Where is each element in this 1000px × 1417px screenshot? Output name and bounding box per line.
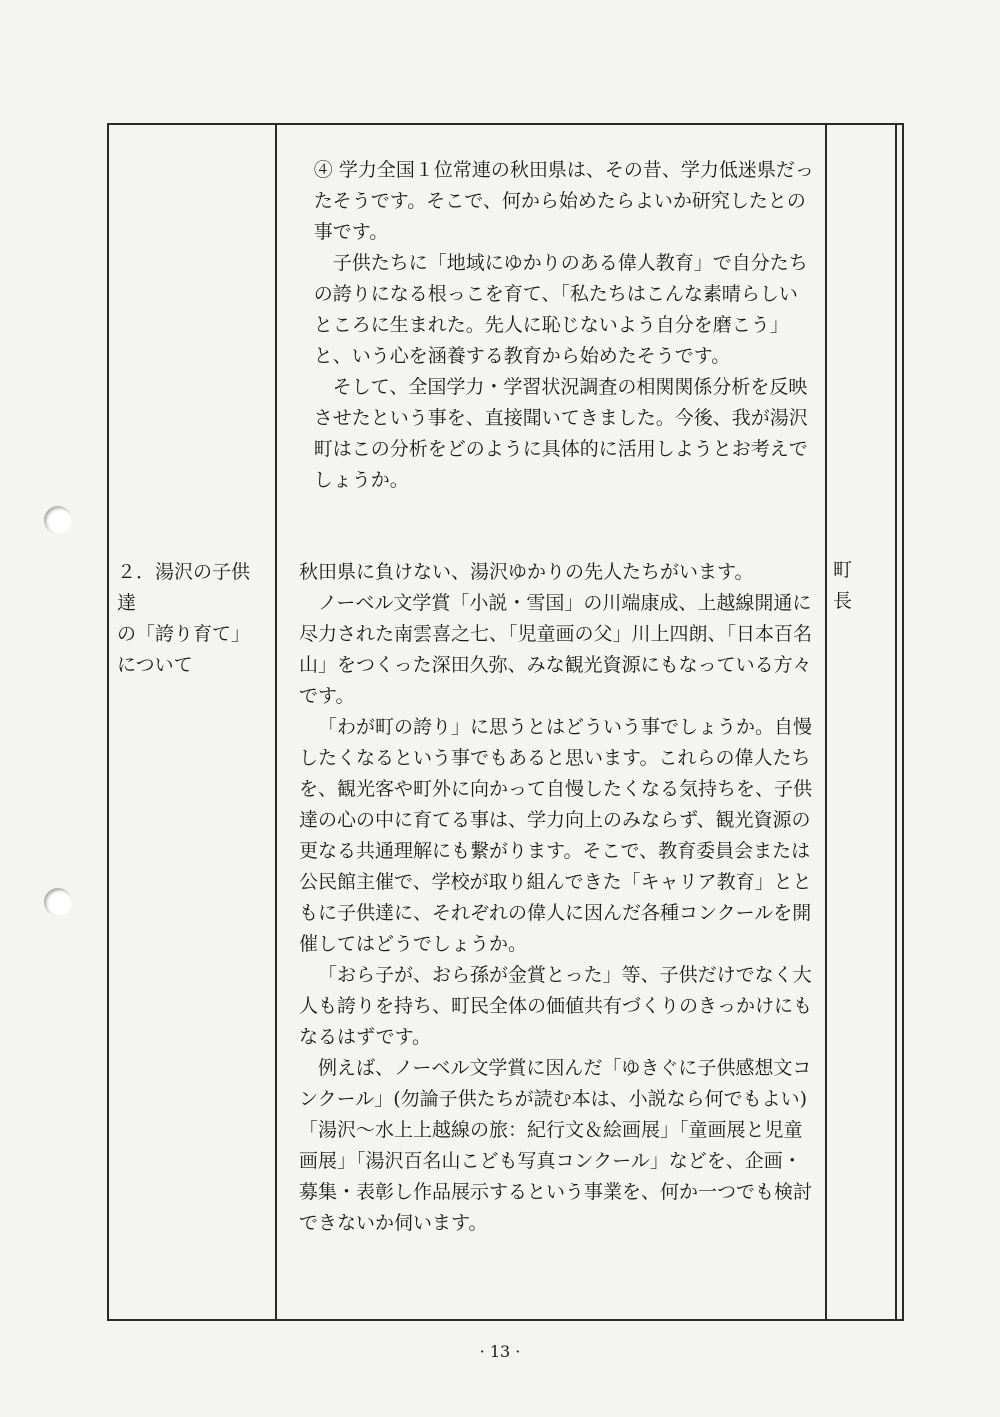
column-divider-1 (275, 125, 277, 1319)
column-divider-2 (825, 125, 827, 1319)
column-divider-3 (895, 125, 897, 1319)
page-number: · 13 · (479, 1342, 521, 1361)
punch-hole-bottom (44, 888, 72, 916)
question-paragraph: ノーベル文学賞「小説・雪国」の川端康成、上越線開通に尽力された南雲喜之七、「児童画の父」川上四朗、「日本百名山」をつくった深田久弥、みな観光資源にもなっている方々です。 (299, 592, 813, 707)
question-paragraph: 「わが町の誇り」に思うとはどういう事でしょうか。自慢したくなるという事でもあると思います。これらの偉人たちを、観光客や町外に向かって自慢したくなる気持ちを、子供達の心の中に育てる事は、学力向上のみならず、観光資源の更なる共通理解にも繋がります。そこで、教育委員会または公民館主催で、学校が取り組んできた「キャリア教育」とともに子供達に、それぞれの偉人に因んだ各種コンクールを開催してはどうでしょうか。 (299, 716, 813, 955)
question-paragraph: 「おら子が、おら孫が金賞とった」等、子供だけでなく大人も誇りを持ち、町民全体の価値共有づくりのきっかけにもなるはずです。 (299, 964, 813, 1048)
question-paragraph: 秋田県に負けない、湯沢ゆかりの先人たちがいます。 (299, 561, 754, 583)
question-table (107, 123, 904, 1321)
question-paragraph: 例えば、ノーベル文学賞に因んだ「ゆきぐに子供感想文コンクール」(勿論子供たちが読む本は、小説なら何でもよい)「湯沢～水上上越線の旅：紀行文＆絵画展」「童画展と児童画展」「湯沢百名山こども写真コンクール」などを、企画・募集・表彰し作品展示するという事業を、何か一つでも検討できないか伺います。 (299, 1057, 813, 1234)
row1-question-cell (291, 155, 815, 496)
row2-question-cell (299, 557, 815, 1239)
question-paragraph: ④ 学力全国１位常連の秋田県は、その昔、学力低迷県だったそうです。そこで、何から始めたらよいか研究したとの事です。 (313, 159, 814, 243)
row2-respondent: 町長 (833, 559, 879, 612)
question-paragraph: 子供たちに「地域にゆかりのある偉人教育」で自分たちの誇りになる根っこを育て、「私たちはこんな素晴らしいところに生まれた。先人に恥じないよう自分を磨こう」と、いう心を涵養する教育から始めたそうです。 (313, 252, 808, 367)
row2-subject: ２．湯沢の子供達 の「誇り育て」 について (117, 561, 251, 676)
punch-hole-top (44, 506, 72, 534)
question-paragraph: そして、全国学力・学習状況調査の相関関係分析を反映させたという事を、直接聞いてきました。今後、我が湯沢町はこの分析をどのように具体的に活用しようとお考えでしょうか。 (313, 376, 808, 491)
